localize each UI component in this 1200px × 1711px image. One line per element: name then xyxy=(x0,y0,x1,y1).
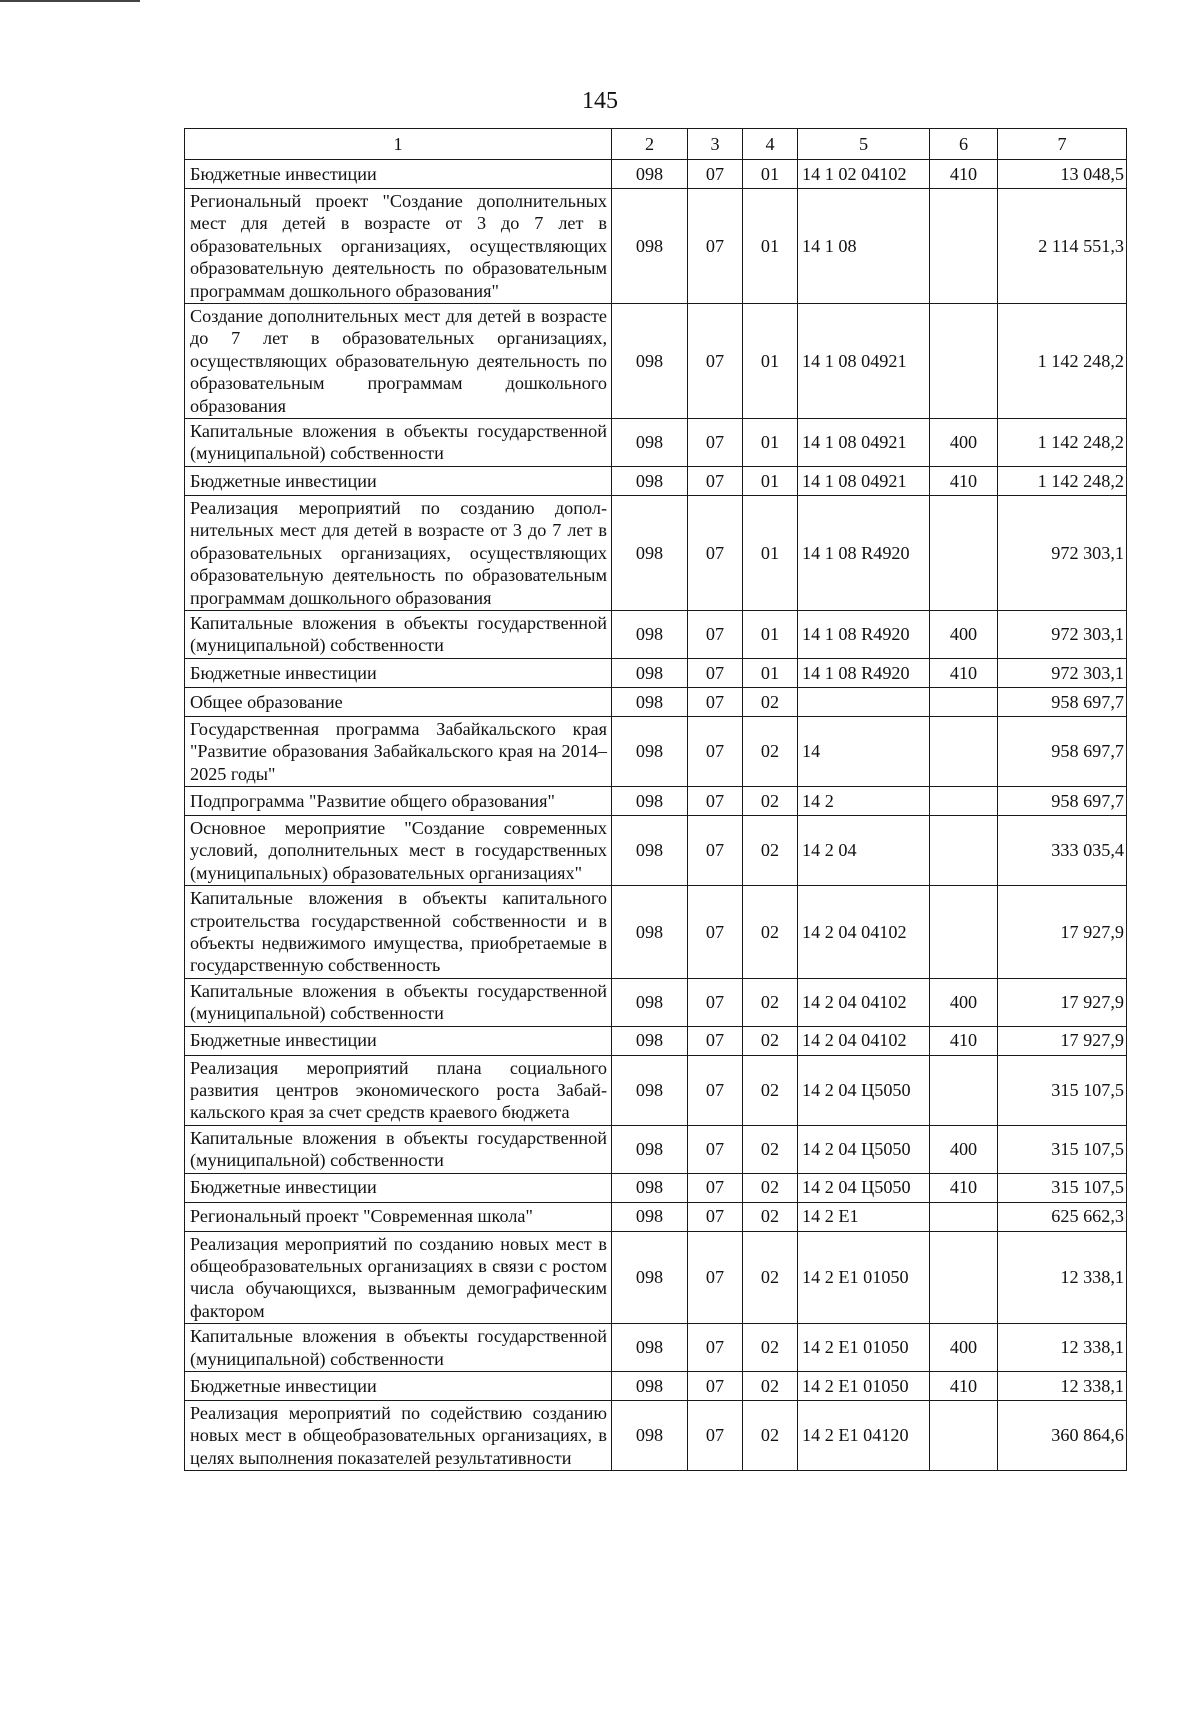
expense-type-code xyxy=(930,815,998,885)
row-name: Капитальные вложения в объекты государственной (муниципальной) собственности xyxy=(185,1324,612,1372)
ministry-code: 098 xyxy=(612,978,688,1026)
row-name: Бюджетные инвестиции xyxy=(185,1173,612,1202)
ministry-code: 098 xyxy=(612,886,688,979)
table-row xyxy=(185,1026,1127,1055)
target-article-code xyxy=(798,687,930,716)
expense-type-code: 400 xyxy=(930,610,998,658)
budget-table xyxy=(184,128,1127,1471)
expense-type-code: 400 xyxy=(930,419,998,467)
amount: 12 338,1 xyxy=(998,1372,1127,1401)
expense-type-code: 400 xyxy=(930,1125,998,1173)
ministry-code: 098 xyxy=(612,1202,688,1231)
target-article-code: 14 2 E1 xyxy=(798,1202,930,1231)
table-row xyxy=(185,466,1127,495)
row-name: Государственная программа Забайкальского края "Развитие образования Забайкальского края на 2014–2025 годы" xyxy=(185,716,612,786)
target-article-code: 14 1 08 04921 xyxy=(798,419,930,467)
table-row xyxy=(185,1125,1127,1173)
section-code: 07 xyxy=(688,1055,743,1125)
section-code: 07 xyxy=(688,716,743,786)
section-code: 07 xyxy=(688,1324,743,1372)
ministry-code: 098 xyxy=(612,1173,688,1202)
section-code: 07 xyxy=(688,1401,743,1471)
scan-edge-line xyxy=(0,0,140,2)
expense-type-code: 410 xyxy=(930,1173,998,1202)
section-code: 07 xyxy=(688,687,743,716)
expense-type-code: 410 xyxy=(930,658,998,687)
section-code: 07 xyxy=(688,304,743,419)
subsection-code: 02 xyxy=(743,886,798,979)
subsection-code: 02 xyxy=(743,1324,798,1372)
table-row xyxy=(185,716,1127,786)
amount: 12 338,1 xyxy=(998,1324,1127,1372)
row-name: Реализация мероприятий по созданию дополнительных мест для детей в возрасте от 3 до 7 лет в образовательных организациях, осуществляющих образовательную деятельность по образовательным программам дошкольного образования xyxy=(185,495,612,610)
amount: 972 303,1 xyxy=(998,495,1127,610)
amount: 972 303,1 xyxy=(998,658,1127,687)
table-row xyxy=(185,1202,1127,1231)
expense-type-code xyxy=(930,716,998,786)
row-name: Капитальные вложения в объекты государственной (муниципальной) собственности xyxy=(185,419,612,467)
section-code: 07 xyxy=(688,189,743,304)
table-row xyxy=(185,419,1127,467)
section-code: 07 xyxy=(688,1125,743,1173)
amount: 12 338,1 xyxy=(998,1231,1127,1324)
ministry-code: 098 xyxy=(612,466,688,495)
target-article-code: 14 2 04 Ц5050 xyxy=(798,1125,930,1173)
section-code: 07 xyxy=(688,886,743,979)
section-code: 07 xyxy=(688,786,743,815)
expense-type-code: 410 xyxy=(930,1026,998,1055)
ministry-code: 098 xyxy=(612,716,688,786)
ministry-code: 098 xyxy=(612,1324,688,1372)
row-name: Бюджетные инвестиции xyxy=(185,160,612,189)
expense-type-code xyxy=(930,495,998,610)
row-name: Бюджетные инвестиции xyxy=(185,466,612,495)
row-name: Региональный проект "Современная школа" xyxy=(185,1202,612,1231)
table-row xyxy=(185,687,1127,716)
row-name: Основное мероприятие "Создание современных условий, дополнительных мест в государственных (муниципальных) образовательных организациях" xyxy=(185,815,612,885)
expense-type-code xyxy=(930,189,998,304)
amount: 17 927,9 xyxy=(998,1026,1127,1055)
table-row xyxy=(185,610,1127,658)
table-row xyxy=(185,978,1127,1026)
column-header: 1 xyxy=(185,129,612,160)
ministry-code: 098 xyxy=(612,610,688,658)
table-row xyxy=(185,1401,1127,1471)
expense-type-code: 400 xyxy=(930,978,998,1026)
amount: 13 048,5 xyxy=(998,160,1127,189)
subsection-code: 02 xyxy=(743,1055,798,1125)
table-row xyxy=(185,495,1127,610)
row-name: Капитальные вложения в объекты государственной (муниципальной) собственности xyxy=(185,978,612,1026)
section-code: 07 xyxy=(688,466,743,495)
amount: 1 142 248,2 xyxy=(998,304,1127,419)
row-name: Подпрограмма "Развитие общего образования" xyxy=(185,786,612,815)
row-name: Общее образование xyxy=(185,687,612,716)
row-name: Бюджетные инвестиции xyxy=(185,1372,612,1401)
subsection-code: 01 xyxy=(743,658,798,687)
ministry-code: 098 xyxy=(612,304,688,419)
column-header: 6 xyxy=(930,129,998,160)
subsection-code: 01 xyxy=(743,160,798,189)
amount: 17 927,9 xyxy=(998,978,1127,1026)
expense-type-code: 410 xyxy=(930,160,998,189)
amount: 360 864,6 xyxy=(998,1401,1127,1471)
row-name: Реализация мероприятий по содействию созданию новых мест в общеобразовательных организациях, в целях выполнения показателей результативности xyxy=(185,1401,612,1471)
target-article-code: 14 1 08 R4920 xyxy=(798,495,930,610)
table-body xyxy=(185,160,1127,1471)
table-row xyxy=(185,815,1127,885)
target-article-code: 14 1 08 04921 xyxy=(798,466,930,495)
row-name: Реализация мероприятий по созданию новых мест в общеобразовательных организациях в связи с ростом числа обучающихся, вызванным демографическим фактором xyxy=(185,1231,612,1324)
row-name: Бюджетные инвестиции xyxy=(185,658,612,687)
subsection-code: 02 xyxy=(743,1202,798,1231)
section-code: 07 xyxy=(688,160,743,189)
amount: 1 142 248,2 xyxy=(998,419,1127,467)
expense-type-code xyxy=(930,886,998,979)
table-row xyxy=(185,1055,1127,1125)
ministry-code: 098 xyxy=(612,1401,688,1471)
amount: 958 697,7 xyxy=(998,786,1127,815)
target-article-code: 14 1 08 xyxy=(798,189,930,304)
target-article-code: 14 2 E1 01050 xyxy=(798,1231,930,1324)
column-header: 4 xyxy=(743,129,798,160)
amount: 1 142 248,2 xyxy=(998,466,1127,495)
ministry-code: 098 xyxy=(612,1231,688,1324)
ministry-code: 098 xyxy=(612,1372,688,1401)
table-row xyxy=(185,658,1127,687)
amount: 315 107,5 xyxy=(998,1173,1127,1202)
expense-type-code: 410 xyxy=(930,466,998,495)
expense-type-code xyxy=(930,1202,998,1231)
target-article-code: 14 2 04 04102 xyxy=(798,886,930,979)
section-code: 07 xyxy=(688,1173,743,1202)
ministry-code: 098 xyxy=(612,495,688,610)
row-name: Создание дополнительных мест для детей в возрасте до 7 лет в образовательных организациях, осуществляющих образовательную деятельность по образовательным программам дошкольного образования xyxy=(185,304,612,419)
subsection-code: 02 xyxy=(743,1173,798,1202)
subsection-code: 02 xyxy=(743,1125,798,1173)
amount: 972 303,1 xyxy=(998,610,1127,658)
subsection-code: 02 xyxy=(743,978,798,1026)
row-name: Капитальные вложения в объекты капитального строительства государственной собственности и в объекты недвижимого имущества, приобретаемые в государственную собственность xyxy=(185,886,612,979)
target-article-code: 14 2 E1 04120 xyxy=(798,1401,930,1471)
section-code: 07 xyxy=(688,1372,743,1401)
target-article-code: 14 2 04 04102 xyxy=(798,1026,930,1055)
ministry-code: 098 xyxy=(612,1055,688,1125)
row-name: Капитальные вложения в объекты государственной (муниципальной) собственности xyxy=(185,610,612,658)
table-row xyxy=(185,1372,1127,1401)
amount: 17 927,9 xyxy=(998,886,1127,979)
target-article-code: 14 2 E1 01050 xyxy=(798,1324,930,1372)
table-row xyxy=(185,886,1127,979)
expense-type-code xyxy=(930,687,998,716)
ministry-code: 098 xyxy=(612,658,688,687)
subsection-code: 02 xyxy=(743,1372,798,1401)
subsection-code: 02 xyxy=(743,716,798,786)
column-header: 3 xyxy=(688,129,743,160)
expense-type-code xyxy=(930,786,998,815)
row-name: Бюджетные инвестиции xyxy=(185,1026,612,1055)
subsection-code: 01 xyxy=(743,495,798,610)
ministry-code: 098 xyxy=(612,815,688,885)
table-header xyxy=(185,129,1127,160)
target-article-code: 14 2 04 Ц5050 xyxy=(798,1173,930,1202)
table-row xyxy=(185,786,1127,815)
target-article-code: 14 xyxy=(798,716,930,786)
expense-type-code: 410 xyxy=(930,1372,998,1401)
section-code: 07 xyxy=(688,419,743,467)
section-code: 07 xyxy=(688,978,743,1026)
ministry-code: 098 xyxy=(612,189,688,304)
section-code: 07 xyxy=(688,658,743,687)
target-article-code: 14 1 08 R4920 xyxy=(798,610,930,658)
table-row xyxy=(185,160,1127,189)
section-code: 07 xyxy=(688,495,743,610)
table-row xyxy=(185,1324,1127,1372)
row-name: Капитальные вложения в объекты государственной (муниципальной) собственности xyxy=(185,1125,612,1173)
amount: 315 107,5 xyxy=(998,1125,1127,1173)
table-row xyxy=(185,304,1127,419)
ministry-code: 098 xyxy=(612,1125,688,1173)
target-article-code: 14 1 02 04102 xyxy=(798,160,930,189)
column-header: 2 xyxy=(612,129,688,160)
subsection-code: 01 xyxy=(743,610,798,658)
expense-type-code xyxy=(930,1231,998,1324)
table-row xyxy=(185,189,1127,304)
subsection-code: 01 xyxy=(743,419,798,467)
target-article-code: 14 2 xyxy=(798,786,930,815)
target-article-code: 14 1 08 04921 xyxy=(798,304,930,419)
row-name: Реализация мероприятий плана социального развития центров экономического роста Забайкальского края за счет средств краевого бюджета xyxy=(185,1055,612,1125)
target-article-code: 14 2 04 Ц5050 xyxy=(798,1055,930,1125)
column-header: 7 xyxy=(998,129,1127,160)
ministry-code: 098 xyxy=(612,687,688,716)
section-code: 07 xyxy=(688,815,743,885)
amount: 2 114 551,3 xyxy=(998,189,1127,304)
expense-type-code: 400 xyxy=(930,1324,998,1372)
expense-type-code xyxy=(930,1055,998,1125)
target-article-code: 14 1 08 R4920 xyxy=(798,658,930,687)
amount: 333 035,4 xyxy=(998,815,1127,885)
subsection-code: 02 xyxy=(743,1401,798,1471)
section-code: 07 xyxy=(688,1231,743,1324)
section-code: 07 xyxy=(688,1026,743,1055)
table-row xyxy=(185,1231,1127,1324)
amount: 958 697,7 xyxy=(998,716,1127,786)
row-name: Региональный проект "Создание дополнительных мест для детей в возрасте от 3 до 7 лет в образовательных организациях, осуществляющих образовательную деятельность по образовательным программам дошкольного образования" xyxy=(185,189,612,304)
target-article-code: 14 2 E1 01050 xyxy=(798,1372,930,1401)
subsection-code: 02 xyxy=(743,687,798,716)
ministry-code: 098 xyxy=(612,786,688,815)
subsection-code: 02 xyxy=(743,786,798,815)
amount: 315 107,5 xyxy=(998,1055,1127,1125)
subsection-code: 02 xyxy=(743,1231,798,1324)
target-article-code: 14 2 04 xyxy=(798,815,930,885)
subsection-code: 01 xyxy=(743,189,798,304)
target-article-code: 14 2 04 04102 xyxy=(798,978,930,1026)
section-code: 07 xyxy=(688,610,743,658)
expense-type-code xyxy=(930,304,998,419)
amount: 958 697,7 xyxy=(998,687,1127,716)
ministry-code: 098 xyxy=(612,1026,688,1055)
amount: 625 662,3 xyxy=(998,1202,1127,1231)
ministry-code: 098 xyxy=(612,160,688,189)
column-header: 5 xyxy=(798,129,930,160)
subsection-code: 02 xyxy=(743,1026,798,1055)
section-code: 07 xyxy=(688,1202,743,1231)
table-row xyxy=(185,1173,1127,1202)
expense-type-code xyxy=(930,1401,998,1471)
subsection-code: 01 xyxy=(743,466,798,495)
page-number: 145 xyxy=(582,88,618,114)
subsection-code: 02 xyxy=(743,815,798,885)
header-row xyxy=(185,129,1127,160)
ministry-code: 098 xyxy=(612,419,688,467)
subsection-code: 01 xyxy=(743,304,798,419)
